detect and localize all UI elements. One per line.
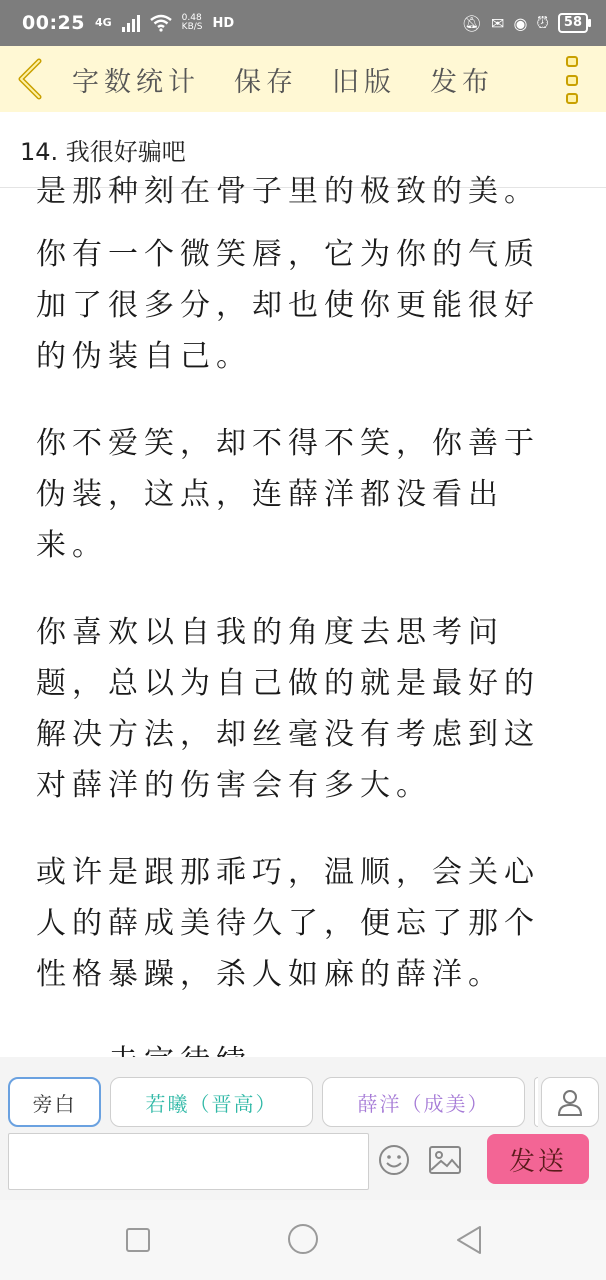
character-chip-partial[interactable] [534, 1077, 538, 1127]
chapter-title[interactable]: 14. 我很好骗吧 [0, 112, 606, 188]
character-chip-1[interactable]: 若曦（晋高） [110, 1077, 313, 1127]
editor-toolbar [0, 46, 606, 112]
paragraph: 或许是跟那乖巧，温顺，会关心人的薛成美待久了，便忘了那个性格暴躁，杀人如麻的薛洋。 [36, 855, 540, 992]
back-button[interactable] [0, 46, 60, 112]
alarm-icon: ⏰︎ [536, 13, 549, 32]
network-type: 4G [94, 15, 112, 29]
person-icon [557, 1088, 583, 1116]
status-time: 00:25 [22, 12, 85, 34]
back-triangle-icon[interactable] [454, 1224, 484, 1256]
battery-icon: 58 [558, 13, 588, 33]
narration-chip[interactable]: 旁白 [8, 1077, 101, 1127]
menu-dot-icon [566, 75, 578, 86]
net-speed: 0.48 KB/S [181, 13, 203, 32]
status-bar [0, 0, 606, 46]
old-version-button[interactable]: 旧版 [332, 66, 396, 98]
notification-icon: ✉︎ [491, 13, 505, 33]
partial-line: 是那种刻在骨子里的极致的美。 [36, 174, 540, 209]
wifi-icon [150, 14, 172, 32]
save-button[interactable]: 保存 [234, 66, 298, 98]
character-chip-2[interactable]: 薛洋（成美） [322, 1077, 525, 1127]
send-button[interactable]: 发送 [487, 1134, 589, 1184]
more-menu-button[interactable] [566, 56, 582, 104]
paragraph: 你有一个微笑唇，它为你的气质加了很多分，却也使你更能很好的伪装自己。 [36, 237, 540, 374]
paragraph: 你不爱笑，却不得不笑，你善于伪装，这点，连薛洋都没看出来。 [36, 426, 540, 563]
chevron-left-icon [15, 57, 45, 101]
system-nav-bar [0, 1200, 606, 1280]
home-icon[interactable] [288, 1224, 318, 1254]
character-manage-button[interactable] [541, 1077, 599, 1127]
message-input[interactable] [8, 1133, 369, 1190]
menu-dot-icon [566, 56, 578, 67]
signal-icon [122, 14, 140, 32]
image-icon[interactable] [428, 1145, 462, 1175]
word-count-button[interactable]: 字数统计 [72, 66, 200, 98]
lock-icon: ◉ [513, 13, 528, 33]
paragraph: 你喜欢以自我的角度去思考问题，总以为自己做的就是最好的解决方法，却丝毫没有考虑到这对薛洋的伤害会有多大。 [36, 615, 540, 803]
mute-icon: 🔕︎ [461, 13, 483, 33]
input-row [0, 1133, 606, 1200]
emoji-icon[interactable] [378, 1144, 410, 1176]
publish-button[interactable]: 发布 [430, 66, 494, 98]
story-content[interactable] [0, 174, 606, 1057]
recent-apps-icon[interactable] [126, 1228, 150, 1252]
hd-indicator: HD [212, 15, 235, 31]
character-selector [0, 1057, 606, 1133]
menu-dot-icon [566, 93, 578, 104]
